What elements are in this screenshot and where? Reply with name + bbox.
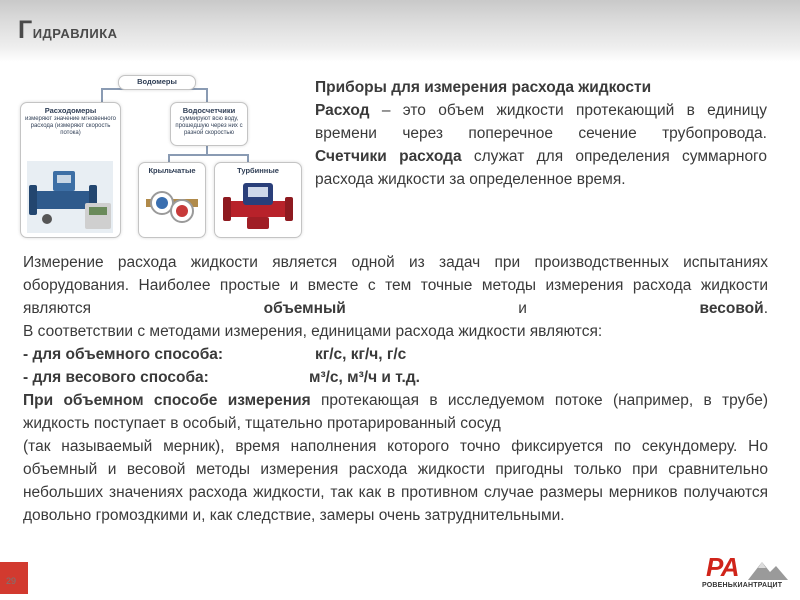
water-meter-diagram xyxy=(18,72,308,242)
logo-mountain-icon xyxy=(748,558,788,580)
units-value: кг/с, кг/ч, г/с xyxy=(315,346,407,363)
diagram-flowmeters-box xyxy=(20,102,121,238)
diagram-turbine-box xyxy=(214,162,302,238)
connector-line xyxy=(168,154,248,156)
paragraph-measuring-vessel: (так называемый мерник), время наполнения которого точно фиксируется по секундомеру. Но объемный и весовой методы измерения расхода жидкости пригодны только при сравнительно небольших значениях расхода жидкости, так как в противном случае размеры мерников получаются довольно громоздкими и, как следствие, замеры очень затруднительными. xyxy=(23,438,768,524)
connector-line xyxy=(247,154,249,162)
diagram-flowmeters-desc: измеряют значение мгновенного расхода (измеряют скорость потока) xyxy=(24,116,117,136)
paragraph-methods: Измерение расхода жидкости является одной из задач при производственных испытаниях оборудования. Наиболее простые и вместе с тем точные методы измерения расхода жидкости являются объемный и весовой. xyxy=(23,254,768,317)
slide-title: Гидравлика xyxy=(18,16,118,44)
logo-mark: РА xyxy=(706,552,739,582)
diagram-root-box xyxy=(118,75,196,90)
diagram-turbine-label: Турбинные xyxy=(237,166,279,175)
units-value: м³/с, м³/ч и т.д. xyxy=(309,369,420,386)
diagram-flowmeters-title: Расходомеры xyxy=(44,106,97,115)
meters-description xyxy=(315,76,767,191)
units-row-volumetric xyxy=(23,343,768,366)
diagram-vane-label: Крыльчатые xyxy=(148,166,196,175)
paragraph-volumetric-method: При объемном способе измерения протекающая в исследуемом потоке (например, в трубе) жидкость поступает в особый, тщательно протарированный сосуд xyxy=(23,392,768,432)
slide-header xyxy=(0,0,800,62)
vane-meter-photo xyxy=(144,181,200,231)
connector-line xyxy=(206,88,208,102)
flow-definition: Расход – это объем жидкости протекающий в единицу времени через поперечное сечение трубопровода. xyxy=(315,102,767,142)
units-label: - для весового способа: xyxy=(23,369,209,386)
diagram-root-label: Водомеры xyxy=(137,77,177,86)
diagram-counters-box xyxy=(170,102,248,146)
units-row-weight xyxy=(23,366,768,389)
diagram-counters-desc: суммируют всю воду, прошедшую через них с разной скоростью xyxy=(175,116,243,136)
page-number: 29 xyxy=(6,576,17,586)
meters-definition: Счетчики расхода служат для определения суммарного расхода жидкости за определенное время. xyxy=(315,148,767,188)
paragraph-units-intro: В соответствии с методами измерения, единицами расхода жидкости являются: xyxy=(23,323,603,340)
meters-heading: Приборы для измерения расхода жидкости xyxy=(315,79,652,96)
units-label: - для объемного способа: xyxy=(23,346,224,363)
main-text xyxy=(23,251,768,527)
logo-company-name: РОВЕНЬКИАНТРАЦИТ xyxy=(702,582,783,589)
flowmeter-photo xyxy=(27,161,113,233)
diagram-counters-title: Водосчетчики xyxy=(182,106,236,115)
turbine-meter-photo xyxy=(223,179,293,233)
connector-line xyxy=(168,154,170,162)
diagram-vane-box xyxy=(138,162,206,238)
company-logo xyxy=(700,552,796,594)
